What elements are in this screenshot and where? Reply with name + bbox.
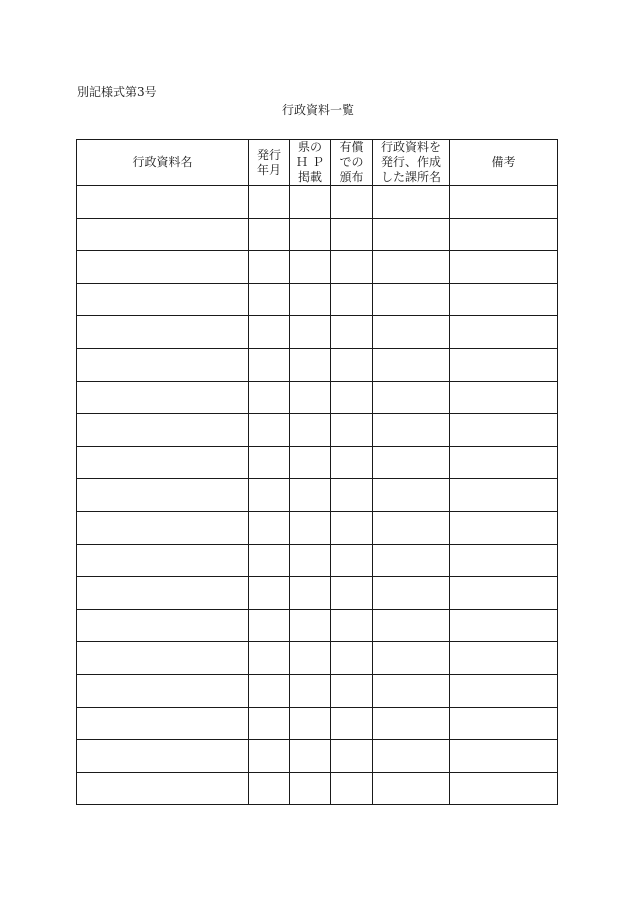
table-row <box>77 740 558 773</box>
cell-remarks <box>450 609 558 642</box>
header-remarks: 備考 <box>450 140 558 186</box>
cell-remarks <box>450 414 558 447</box>
cell-issue-date <box>249 674 290 707</box>
table-row <box>77 251 558 284</box>
cell-prefecture-website <box>290 381 331 414</box>
cell-remarks <box>450 283 558 316</box>
cell-issuing-section <box>373 316 450 349</box>
cell-paid-distribution <box>331 674 373 707</box>
cell-remarks <box>450 251 558 284</box>
cell-material-name <box>77 283 249 316</box>
form-number: 別記様式第3号 <box>77 85 157 99</box>
cell-paid-distribution <box>331 609 373 642</box>
cell-remarks <box>450 186 558 219</box>
cell-issuing-section <box>373 740 450 773</box>
cell-paid-distribution <box>331 479 373 512</box>
cell-remarks <box>450 479 558 512</box>
cell-issue-date <box>249 251 290 284</box>
cell-issue-date <box>249 642 290 675</box>
table-row <box>77 348 558 381</box>
cell-remarks <box>450 446 558 479</box>
cell-issue-date <box>249 707 290 740</box>
cell-remarks <box>450 674 558 707</box>
cell-paid-distribution <box>331 740 373 773</box>
cell-remarks <box>450 316 558 349</box>
cell-remarks <box>450 381 558 414</box>
table-header-row <box>77 140 558 186</box>
table-row <box>77 414 558 447</box>
table-row <box>77 186 558 219</box>
cell-prefecture-website <box>290 218 331 251</box>
cell-material-name <box>77 707 249 740</box>
cell-issuing-section <box>373 251 450 284</box>
cell-issue-date <box>249 283 290 316</box>
cell-paid-distribution <box>331 772 373 805</box>
cell-material-name <box>77 642 249 675</box>
cell-material-name <box>77 511 249 544</box>
cell-remarks <box>450 740 558 773</box>
cell-issuing-section <box>373 283 450 316</box>
cell-prefecture-website <box>290 479 331 512</box>
cell-prefecture-website <box>290 642 331 675</box>
cell-prefecture-website <box>290 772 331 805</box>
cell-remarks <box>450 511 558 544</box>
cell-paid-distribution <box>331 186 373 219</box>
cell-issuing-section <box>373 381 450 414</box>
cell-prefecture-website <box>290 414 331 447</box>
header-issuing-section: 行政資料を 発行、作成 した課所名 <box>373 140 450 186</box>
table-row <box>77 577 558 610</box>
administrative-materials-table <box>76 139 558 805</box>
cell-issuing-section <box>373 772 450 805</box>
cell-prefecture-website <box>290 283 331 316</box>
table-row <box>77 772 558 805</box>
cell-material-name <box>77 674 249 707</box>
cell-issue-date <box>249 511 290 544</box>
cell-prefecture-website <box>290 511 331 544</box>
cell-issue-date <box>249 609 290 642</box>
cell-issuing-section <box>373 544 450 577</box>
cell-prefecture-website <box>290 446 331 479</box>
cell-paid-distribution <box>331 283 373 316</box>
cell-issuing-section <box>373 218 450 251</box>
cell-issue-date <box>249 316 290 349</box>
table-row <box>77 544 558 577</box>
cell-material-name <box>77 446 249 479</box>
cell-material-name <box>77 381 249 414</box>
cell-remarks <box>450 544 558 577</box>
cell-issue-date <box>249 381 290 414</box>
cell-material-name <box>77 316 249 349</box>
cell-issuing-section <box>373 414 450 447</box>
cell-issue-date <box>249 479 290 512</box>
cell-material-name <box>77 218 249 251</box>
cell-prefecture-website <box>290 251 331 284</box>
document-title: 行政資料一覧 <box>281 103 354 117</box>
cell-paid-distribution <box>331 707 373 740</box>
cell-issuing-section <box>373 446 450 479</box>
cell-remarks <box>450 642 558 675</box>
table-row <box>77 707 558 740</box>
cell-paid-distribution <box>331 544 373 577</box>
cell-issuing-section <box>373 479 450 512</box>
cell-prefecture-website <box>290 316 331 349</box>
cell-prefecture-website <box>290 348 331 381</box>
cell-material-name <box>77 577 249 610</box>
table-row <box>77 381 558 414</box>
cell-issue-date <box>249 577 290 610</box>
cell-paid-distribution <box>331 446 373 479</box>
cell-issue-date <box>249 218 290 251</box>
cell-material-name <box>77 609 249 642</box>
cell-issue-date <box>249 186 290 219</box>
cell-prefecture-website <box>290 544 331 577</box>
table-row <box>77 479 558 512</box>
table-row <box>77 609 558 642</box>
cell-paid-distribution <box>331 642 373 675</box>
cell-prefecture-website <box>290 577 331 610</box>
cell-remarks <box>450 348 558 381</box>
cell-prefecture-website <box>290 707 331 740</box>
cell-remarks <box>450 707 558 740</box>
table-row <box>77 674 558 707</box>
header-paid-distribution: 有償 での 頒布 <box>331 140 373 186</box>
cell-paid-distribution <box>331 348 373 381</box>
header-issue-date: 発行 年月 <box>249 140 290 186</box>
cell-remarks <box>450 772 558 805</box>
cell-remarks <box>450 218 558 251</box>
cell-prefecture-website <box>290 674 331 707</box>
cell-material-name <box>77 186 249 219</box>
cell-issue-date <box>249 446 290 479</box>
table-row <box>77 446 558 479</box>
cell-paid-distribution <box>331 381 373 414</box>
cell-remarks <box>450 577 558 610</box>
cell-issuing-section <box>373 186 450 219</box>
cell-material-name <box>77 544 249 577</box>
table-row <box>77 283 558 316</box>
table-row <box>77 511 558 544</box>
cell-issue-date <box>249 772 290 805</box>
cell-material-name <box>77 348 249 381</box>
cell-issuing-section <box>373 707 450 740</box>
cell-material-name <box>77 772 249 805</box>
cell-paid-distribution <box>331 511 373 544</box>
cell-paid-distribution <box>331 251 373 284</box>
cell-issuing-section <box>373 577 450 610</box>
table-row <box>77 642 558 675</box>
cell-issuing-section <box>373 642 450 675</box>
cell-prefecture-website <box>290 186 331 219</box>
table-body <box>77 186 558 805</box>
table-row <box>77 218 558 251</box>
cell-paid-distribution <box>331 316 373 349</box>
cell-issue-date <box>249 348 290 381</box>
cell-material-name <box>77 479 249 512</box>
cell-issue-date <box>249 544 290 577</box>
table-row <box>77 316 558 349</box>
cell-paid-distribution <box>331 414 373 447</box>
cell-issuing-section <box>373 609 450 642</box>
header-prefecture-website: 県の ＨＰ 掲載 <box>290 140 331 186</box>
cell-issue-date <box>249 740 290 773</box>
cell-paid-distribution <box>331 218 373 251</box>
cell-paid-distribution <box>331 577 373 610</box>
cell-material-name <box>77 740 249 773</box>
cell-issue-date <box>249 414 290 447</box>
cell-issuing-section <box>373 511 450 544</box>
cell-issuing-section <box>373 674 450 707</box>
cell-issuing-section <box>373 348 450 381</box>
cell-prefecture-website <box>290 609 331 642</box>
cell-material-name <box>77 251 249 284</box>
cell-prefecture-website <box>290 740 331 773</box>
cell-material-name <box>77 414 249 447</box>
header-material-name: 行政資料名 <box>77 140 249 186</box>
